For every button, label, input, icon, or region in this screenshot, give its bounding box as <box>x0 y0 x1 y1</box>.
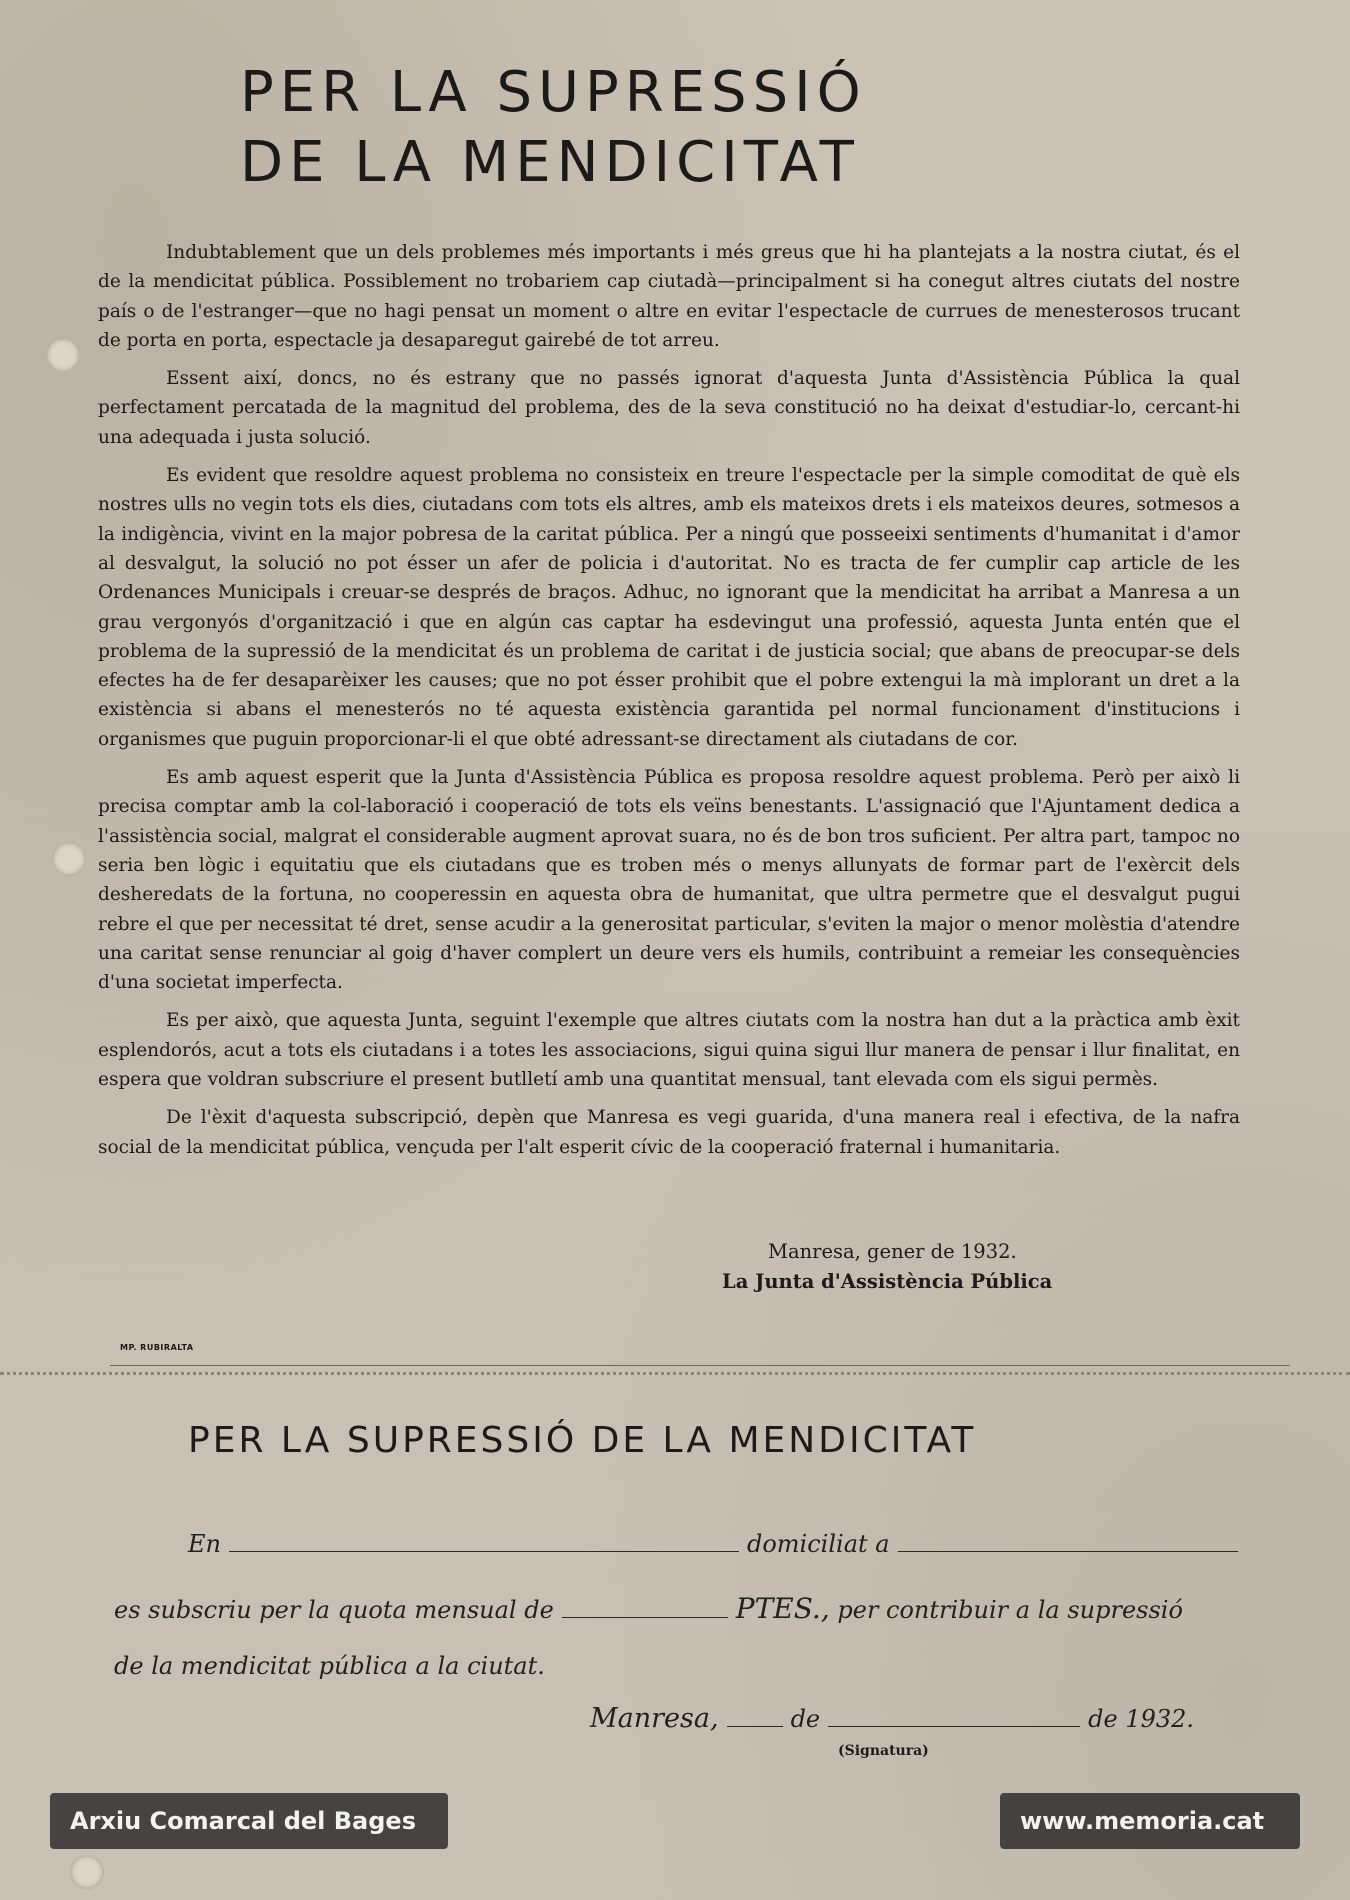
signature-label: (Signatura) <box>838 1743 929 1759</box>
document-signer: La Junta d'Assistència Pública <box>722 1270 1053 1293</box>
amount-field[interactable] <box>562 1616 728 1618</box>
punch-hole-middle <box>52 842 86 876</box>
punch-hole-top <box>46 338 80 372</box>
paragraph-3: Es evident que resoldre aquest problema no consisteix en treure l'espectacle per la simple comoditat de què els nostres ulls no vegin tots els dies, ciutadans com tots els altres, amb els mateixos drets i els mateixos deures, sotmesos a la indigència, vivint en la major pobresa de la caritat pública. Per a ningú que posseeixi sentiments d'humanitat i d'amor al desvalgut, la solució no pot ésser un afer de policia i d'autoritat. No es tracta de fer cumplir cap article de les Ordenances Municipals i creuar-se després de braços. Adhuc, no ignorant que la mendicitat ha arribat a Manresa a un grau vergonyós d'organització i que en algún cas captar ha esdevingut una professió, aquesta Junta entén que el problema de la supressió de la mendicitat és un problema de caritat i de justicia social; que abans de preocupar-se dels efectes ha de fer desaparèixer les causes; que no pot ésser prohibit que el pobre extengui la mà implorant un dret a la existència si abans el menesterós no té aquesta existència garantida pel normal funcionament d'institucions i organismes que puguin proporcionar-li el que obté adressant-se directament als ciutadans de cor. <box>98 465 1240 750</box>
body-text <box>98 238 1240 1171</box>
address-field[interactable] <box>898 1550 1238 1552</box>
form-line-date <box>590 1703 1194 1734</box>
form-label-contribuir: per contribuir a la supressió <box>837 1596 1183 1624</box>
tear-rule <box>110 1365 1290 1366</box>
paragraph-5: Es per això, que aquesta Junta, seguint l'exemple que altres ciutats com la nostra han dut a la pràctica amb èxit esplendorós, acut a tots els ciutadans i a totes les associacions, sigui quina sigui llur manera de pensar i llur finalitat, en espera que voldran subscriure el present butlletí amb una quantitat mensual, tant elevada com els sigui permès. <box>98 1010 1240 1091</box>
paragraph-1: Indubtablement que un dels problemes més importants i més greus que hi ha plantejats a la nostra ciutat, és el de la mendicitat pública. Possiblement no trobariem cap ciutadà—principalment si ha conegut altres ciutats del nostre país o de l'estranger—que no hagi pensat un moment o altre en evitar l'espectacle de currues de menesterosos trucant de porta en porta, espectacle ja desaparegut gairebé de tot arreu. <box>98 242 1240 351</box>
punch-hole-bottom <box>70 1855 104 1889</box>
form-line-purpose: de la mendicitat pública a la ciutat. <box>114 1652 545 1680</box>
form-title: PER LA SUPRESSIÓ DE LA MENDICITAT <box>188 1420 977 1461</box>
month-field[interactable] <box>828 1725 1080 1727</box>
day-field[interactable] <box>727 1725 783 1727</box>
title-line-1: PER LA SUPRESSIÓ <box>240 60 867 125</box>
document-date: Manresa, gener de 1932. <box>768 1240 1017 1263</box>
paragraph-4: Es amb aquest esperit que la Junta d'Assistència Pública es proposa resoldre aquest problema. Però per això li precisa comptar amb la col-laboració i cooperació de tots els veïns benestants. L'assignació que l'Ajuntament dedica a l'assistència social, malgrat el considerable augment aprovat suara, no és de bon tros suficient. Per altra part, tampoc no seria ben lògic i equitatiu que els ciutadans que es troben més o menys allunyats de formar part de l'exèrcit dels desheredats de la fortuna, no cooperessin en aquesta obra de humanitat, que ultra permetre que el desvalgut pugui rebre el que per necessitat té dret, sense acudir a la generositat particular, s'eviten la major o menor molèstia d'atendre una caritat sense renunciar al goig d'haver complert un deure vers els humils, contribuint a remeiar les consequències d'una societat imperfecta. <box>98 767 1240 994</box>
form-label-ptes: PTES., <box>735 1592 830 1625</box>
paragraph-6: De l'èxit d'aquesta subscripció, depèn que Manresa es vegi guarida, d'una manera real i efectiva, de la nafra social de la mendicitat pública, vençuda per l'alt esperit cívic de la cooperació fraternal i humanitaria. <box>98 1107 1240 1158</box>
title-line-2: DE LA MENDICITAT <box>240 130 860 195</box>
form-line-name <box>188 1530 1246 1558</box>
form-label-en: En <box>188 1530 221 1558</box>
form-label-de: de <box>790 1705 821 1733</box>
perforation-line <box>0 1372 1350 1375</box>
printer-mark: MP. RUBIRALTA <box>120 1343 194 1352</box>
name-field[interactable] <box>229 1550 739 1552</box>
paragraph-2: Essent així, doncs, no és estrany que no passés ignorat d'aquesta Junta d'Assistència Pública la qual perfectament percatada de la magnitud del problema, des de la seva constitució no ha deixat d'estudiar-lo, cercant-hi una adequada i justa solució. <box>98 368 1240 448</box>
website-watermark: www.memoria.cat <box>1000 1793 1300 1849</box>
document-title <box>240 58 1120 198</box>
form-label-quota: es subscriu per la quota mensual de <box>114 1596 554 1624</box>
form-label-manresa: Manresa, <box>590 1703 719 1734</box>
form-label-year: de 1932. <box>1088 1705 1195 1733</box>
archive-watermark: Arxiu Comarcal del Bages <box>50 1793 448 1849</box>
form-line-quota <box>114 1592 1183 1625</box>
form-label-domiciliat: domiciliat a <box>746 1530 890 1558</box>
